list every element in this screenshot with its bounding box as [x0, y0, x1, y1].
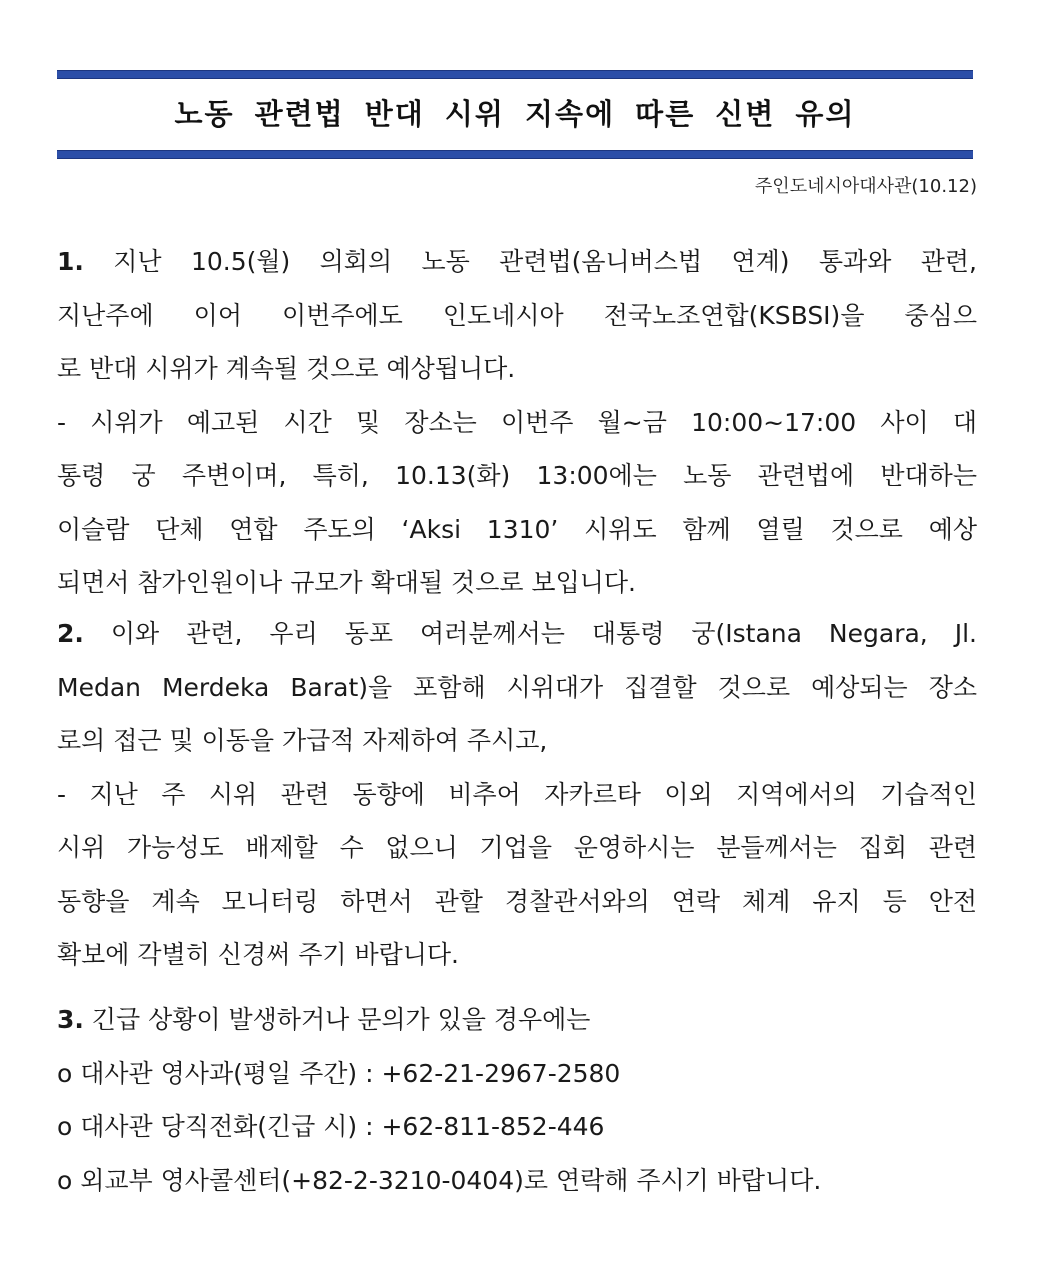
section-3 [57, 993, 977, 1207]
section-2-number: 2. [57, 619, 84, 648]
section-1 [57, 235, 977, 610]
bottom-divider [57, 150, 973, 159]
section-1-line: 지난주에 이어 이번주에도 인도네시아 전국노조연합(KSBSI)을 중심으 [57, 300, 977, 330]
section-1-line: 로 반대 시위가 계속될 것으로 예상됩니다. [57, 354, 516, 383]
contact-item: o 대사관 영사과(평일 주간) : +62-21-2967-2580 [57, 1058, 621, 1088]
page-title: 노동 관련법 반대 시위 지속에 따른 신변 유의 [174, 97, 856, 131]
section-1-line: 이슬람 단체 연합 주도의 ‘Aksi 1310’ 시위도 함께 열릴 것으로 예상 [57, 514, 977, 544]
section-1-line: - 시위가 예고된 시간 및 장소는 이번주 월~금 10:00~17:00 사이 대 [57, 407, 977, 437]
contact-item: o 외교부 영사콜센터(+82-2-3210-0404)로 연락해 주시기 바랍니다. [57, 1165, 822, 1195]
section-1-line: 1. 지난 10.5(월) 의회의 노동 관련법(옴니버스법 연계) 통과와 관련, [57, 247, 977, 276]
top-divider [57, 70, 973, 79]
source-label: 주인도네시아대사관(10.12) [754, 176, 977, 197]
section-2-line: Medan Merdeka Barat)을 포함해 시위대가 집결할 것으로 예상되는 장소 [57, 672, 977, 702]
section-2 [57, 607, 977, 982]
section-2-line: 로의 접근 및 이동을 가급적 자제하여 주시고, [57, 726, 548, 755]
contact-item: o 대사관 당직전화(긴급 시) : +62-811-852-446 [57, 1112, 605, 1141]
section-1-line: 되면서 참가인원이나 규모가 확대될 것으로 보입니다. [57, 568, 636, 597]
section-2-line: 시위 가능성도 배제할 수 없으니 기업을 운영하시는 분들께서는 집회 관련 [57, 833, 977, 862]
section-2-line: - 지난 주 시위 관련 동향에 비추어 자카르타 이외 지역에서의 기습적인 [57, 779, 977, 809]
section-3-number: 3. [57, 1005, 84, 1034]
section-2-line: 2. 이와 관련, 우리 동포 여러분께서는 대통령 궁(Istana Negara, Jl. [57, 619, 977, 648]
section-2-line: 동향을 계속 모니터링 하면서 관할 경찰관서와의 연락 체계 유지 등 안전 [57, 886, 977, 916]
section-1-number: 1. [57, 247, 84, 276]
section-2-line: 확보에 각별히 신경써 주기 바랍니다. [57, 940, 459, 969]
section-3-line: 3. 긴급 상황이 발생하거나 문의가 있을 경우에는 [57, 1005, 591, 1034]
section-1-line: 통령 궁 주변이며, 특히, 10.13(화) 13:00에는 노동 관련법에 반대하는 [57, 461, 977, 490]
